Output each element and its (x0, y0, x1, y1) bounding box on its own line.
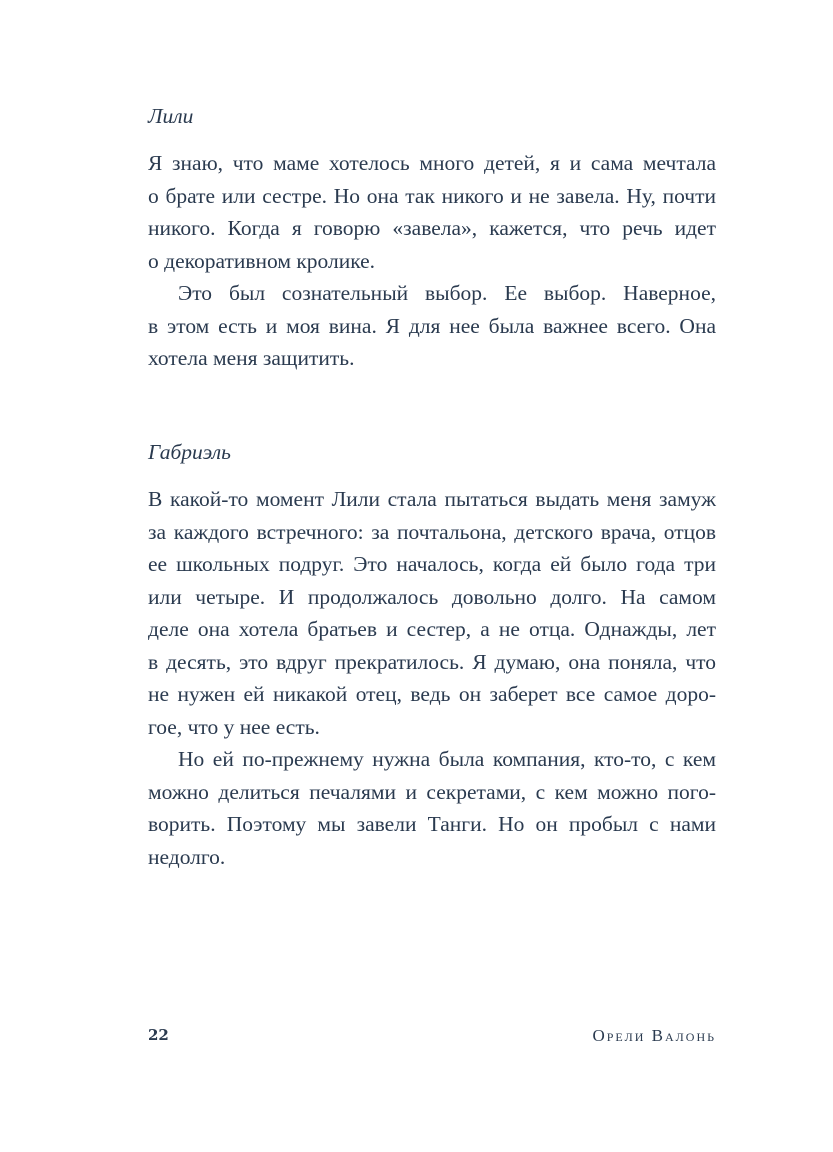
text-line: хотела меня защитить. (148, 346, 355, 370)
section-gabriel-body (148, 483, 716, 873)
text-line: гое, что у нее есть. (148, 714, 320, 739)
text-line: в этом есть и моя вина. Я для нее была важнее всего. Она (148, 313, 716, 338)
text-line: можно делиться печалями и секретами, с кем можно пого- (148, 779, 716, 804)
text-line: о декоративном кролике. (148, 248, 376, 273)
text-line: Но ей по-прежнему нужна была компания, кто-то, с кем (178, 747, 716, 771)
text-line: Я знаю, что маме хотелось много детей, я и сама мечтала (148, 151, 716, 175)
text-line: в десять, это вдруг прекратилось. Я думаю, она поняла, что (148, 649, 716, 674)
text-line: или четыре. И продолжалось довольно долго. На самом (148, 584, 716, 609)
text-line: не нужен ей никакой отец, ведь он заберет все самое доро- (148, 682, 716, 706)
text-line: за каждого встречного: за почтальона, детского врача, отцов (148, 519, 716, 544)
text-line: Это был сознательный выбор. Ее выбор. Наверное, (178, 281, 716, 305)
speaker-heading-gabriel (148, 436, 716, 469)
running-head-author: Орели Валонь (592, 1026, 716, 1045)
text-line: ее школьных подруг. Это началось, когда ей было года три (148, 552, 716, 576)
page-footer (148, 1026, 716, 1056)
paragraph (148, 147, 716, 277)
text-line: В какой-то момент Лили стала пытаться выдать меня замуж (148, 487, 716, 511)
text-line: недолго. (148, 844, 226, 869)
section-lili-body (148, 147, 716, 375)
speaker-name: Габриэль (148, 440, 231, 464)
paragraph (148, 743, 716, 873)
paragraph (148, 277, 716, 375)
speaker-heading-lili (148, 100, 716, 133)
paragraph (148, 483, 716, 743)
speaker-name: Лили (148, 104, 194, 128)
text-line: никого. Когда я говорю «завела», кажется, что речь идет (148, 216, 716, 240)
text-line: о брате или сестре. Но она так никого и не завела. Ну, почти (148, 183, 716, 208)
text-line: деле она хотела братьев и сестер, а не отца. Однажды, лет (148, 617, 716, 641)
text-line: ворить. Поэтому мы завели Танги. Но он пробыл с нами (148, 812, 716, 836)
page-number: 22 (148, 1026, 169, 1044)
